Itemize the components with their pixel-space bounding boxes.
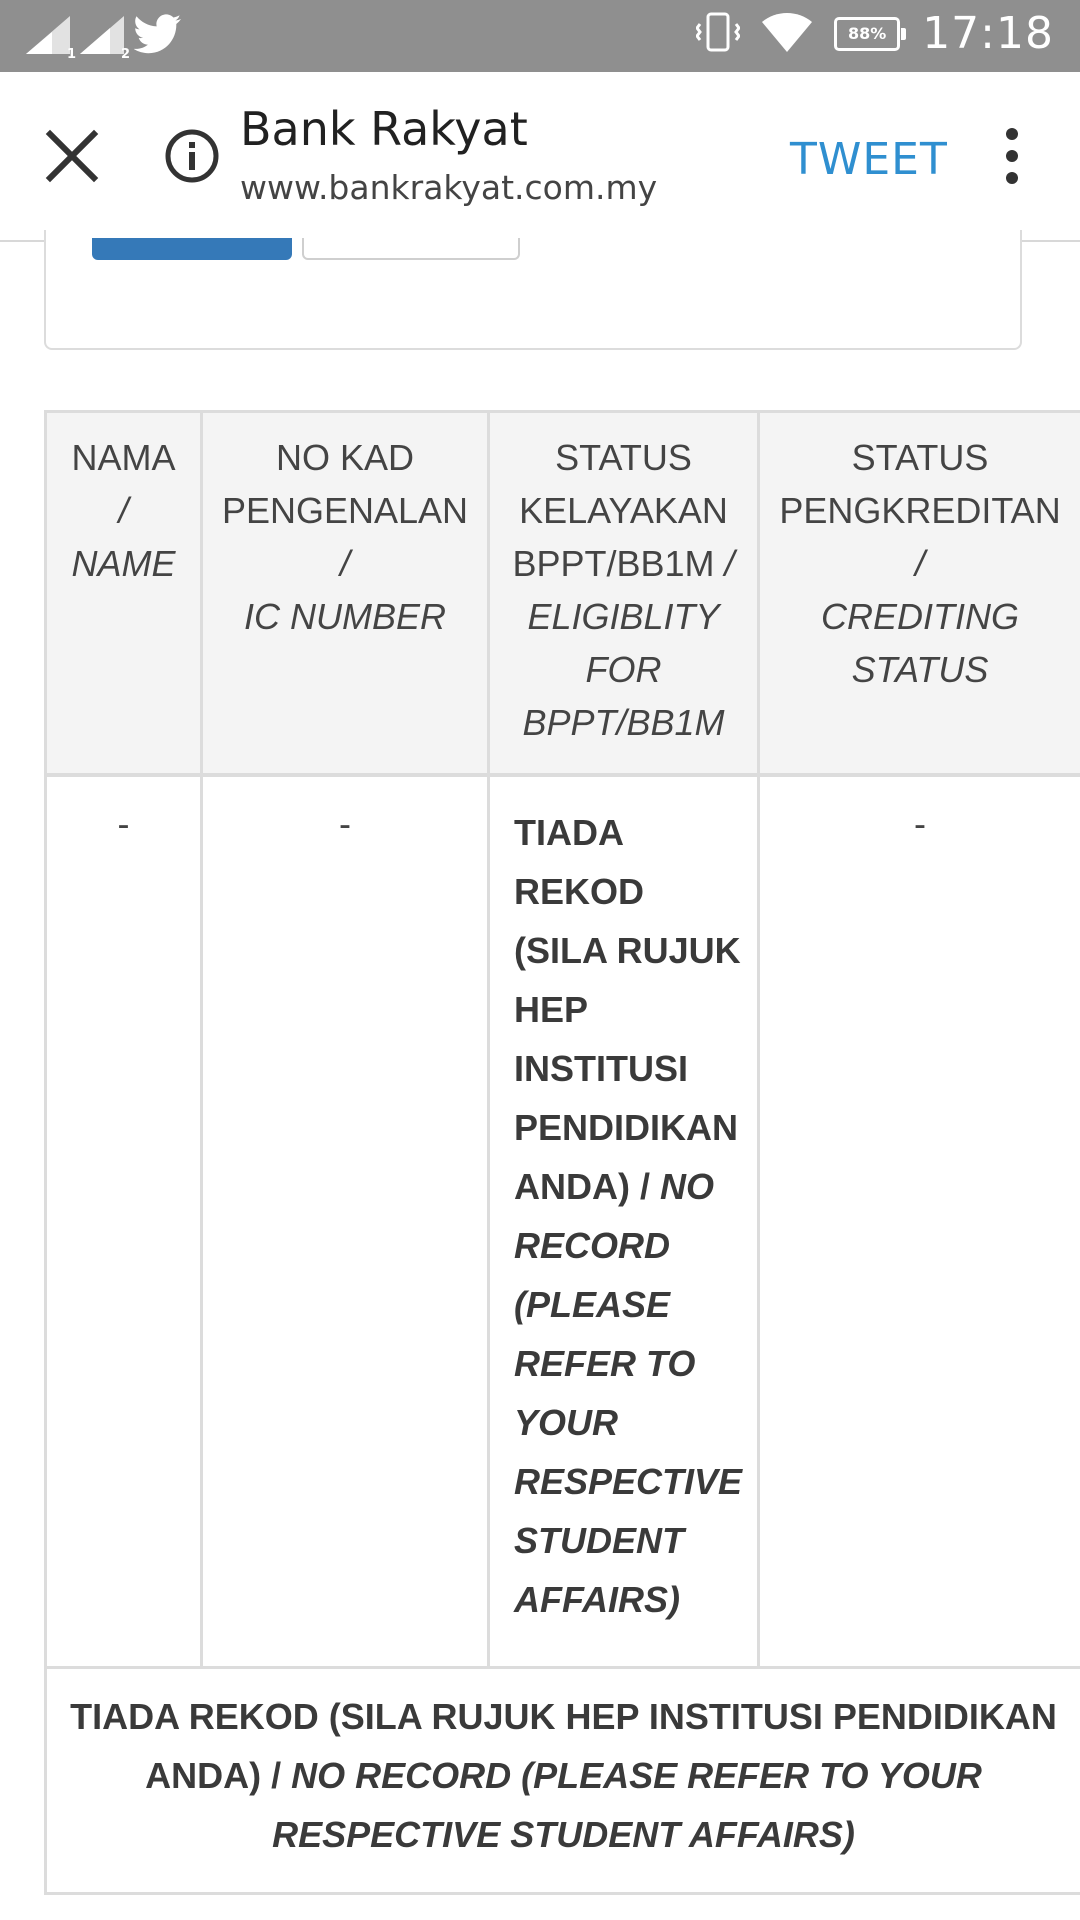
header-text-en: CREDITING STATUS [821, 596, 1019, 690]
wifi-icon [762, 12, 812, 56]
header-ic-number [202, 412, 489, 776]
header-text-en: NAME [71, 543, 176, 584]
cell-crediting: - [759, 775, 1080, 1668]
page-title: Bank Rakyat [240, 102, 528, 156]
close-icon[interactable] [42, 126, 102, 186]
header-slash: / [914, 543, 925, 584]
status-text-en: NO RECORD (PLEASE REFER TO YOUR RESPECTIVE STUDENT AFFAIRS) [514, 1166, 743, 1620]
twitter-icon [134, 14, 182, 58]
status-bar [0, 0, 1080, 72]
more-options-icon[interactable] [995, 124, 1029, 188]
table-row [46, 775, 1080, 1668]
cell-eligibility [489, 775, 759, 1668]
page-url: www.bankrakyat.com.my [240, 168, 658, 207]
status-text: TIADA REKOD (SILA RUJUK HEP INSTITUSI PENDIDIKAN ANDA) [514, 812, 741, 1207]
header-text: STATUS KELAYAKAN BPPT/BB1M [512, 437, 728, 584]
tweet-button[interactable]: TWEET [790, 134, 948, 185]
table-header-row [46, 412, 1080, 776]
header-eligibility [489, 412, 759, 776]
sim1-label: 1 [66, 47, 76, 62]
browser-header [0, 72, 1080, 242]
header-slash: / [339, 543, 350, 584]
submit-button[interactable] [92, 238, 292, 260]
reset-button[interactable] [302, 238, 520, 260]
cell-ic-number: - [202, 775, 489, 1668]
header-text: STATUS PENGKREDITAN [779, 437, 1061, 531]
header-text: NAMA [71, 437, 176, 478]
status-separator: / [629, 1166, 660, 1207]
header-name [46, 412, 202, 776]
header-crediting [759, 412, 1080, 776]
table-footer-row [46, 1668, 1080, 1894]
header-text-en: IC NUMBER [243, 596, 446, 637]
status-left [26, 14, 182, 62]
footer-text-en: NO RECORD (PLEASE REFER TO YOUR RESPECTIVE STUDENT AFFAIRS) [272, 1755, 982, 1855]
footer-separator: / [261, 1755, 292, 1796]
vibrate-icon [696, 12, 740, 56]
signal-icon [80, 16, 130, 62]
sim2-label: 2 [120, 47, 130, 62]
header-text: NO KAD PENGENALAN [221, 437, 469, 531]
cell-name: - [46, 775, 202, 1668]
header-slash: / [724, 543, 735, 584]
clock: 17:18 [922, 8, 1054, 59]
header-text-en: ELIGIBLITY FOR BPPT/BB1M [522, 596, 725, 743]
signal-icon [26, 16, 76, 62]
info-icon[interactable] [164, 128, 220, 184]
footer-message [46, 1668, 1080, 1894]
result-table [44, 410, 1080, 1895]
footer-text: TIADA REKOD (SILA RUJUK HEP INSTITUSI PENDIDIKAN ANDA) [70, 1696, 1057, 1796]
header-slash: / [118, 490, 129, 531]
battery-icon: 88% [834, 17, 900, 51]
status-right [696, 8, 1054, 59]
